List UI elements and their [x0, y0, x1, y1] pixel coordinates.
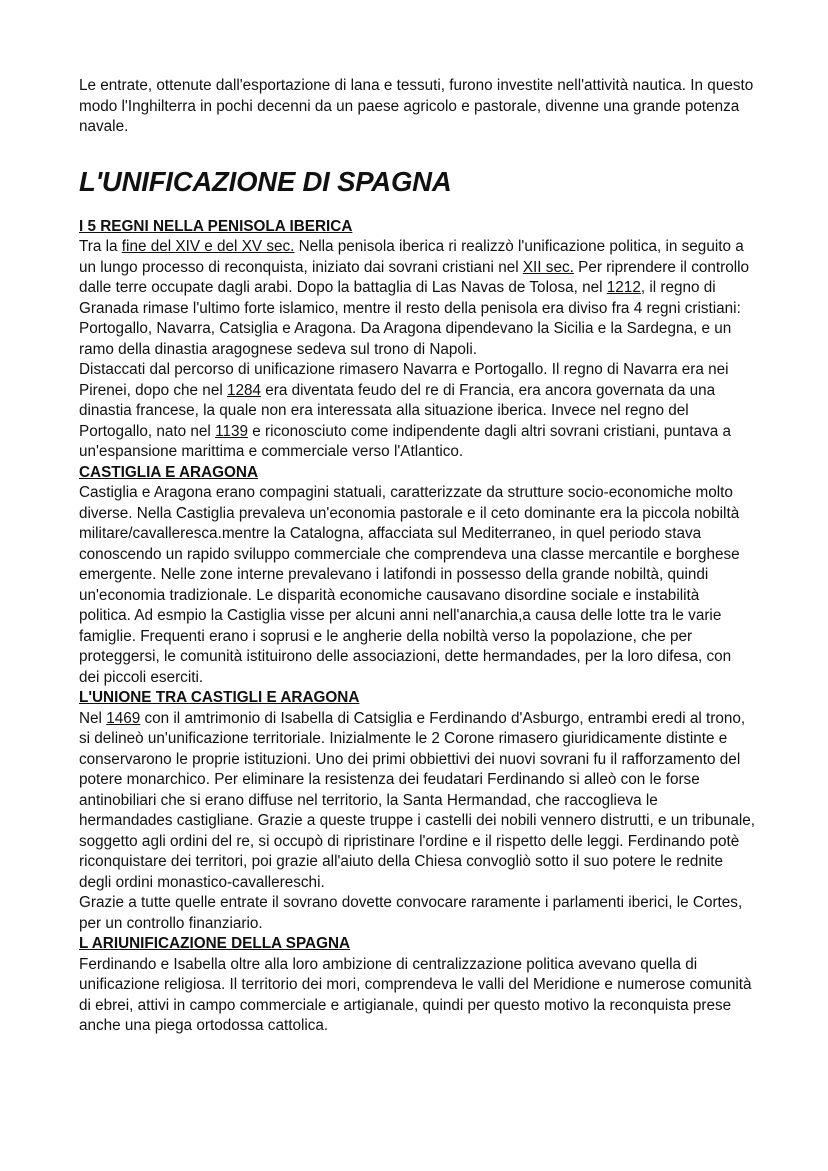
section-body-castiglia	[79, 483, 755, 688]
document-content	[79, 76, 755, 1037]
regni-paragraph-1	[79, 237, 755, 360]
underlined-date: 1284	[226, 381, 262, 399]
underlined-date: 1139	[215, 422, 248, 440]
unione-paragraph-1	[79, 709, 755, 894]
section-heading-castiglia: CASTIGLIA E ARAGONA	[79, 463, 259, 481]
section-heading-riunificazione: L ARIUNIFICAZIONE DELLA SPAGNA	[79, 935, 351, 952]
section-body-regni	[79, 237, 755, 463]
text-run: Per riprendere il controllo dalle terre occupate dagli arabi. Dopo la battaglia di Las Navas de Tolosa, nel	[79, 258, 750, 296]
underlined-date: 1212	[606, 279, 641, 296]
text-run: Tra la	[79, 238, 122, 255]
text-run: con il amtrimonio di Isabella di Catsiglia e Ferdinando d'Asburgo, entrambi eredi al trono, si delineò un'unificazione territoriale. Inizialmente le 2 Corone rimasero giuridicamente distinte e conservarono le proprie istituzioni. Uno dei primi obbiettivi dei nuovi sovrani fu il rafforzamento del potere monarchico. Per eliminare la resistenza dei feudatari Ferdinando si alleò con le forse antinobiliari che si erano diffuse nel territorio, la Santa Hermandad, che raccoglieva le hermandades castigliane. Grazie a queste truppe i castelli dei nobili vennero distrutti, e un tribunale, soggetto agli ordini del re, si occupò di ripristinare l'ordine e il rispetto delle leggi. Ferdinando potè riconquistare dei territori, poi grazie all'aiuto della Chiesa convogliò sotto il suo potere le rednite degli ordini monastico-cavallereschi.	[79, 709, 756, 891]
castiglia-paragraph-1: Castiglia e Aragona erano compagini statuali, caratterizzate da strutture socio-economiche molto diverse. Nella Castiglia prevaleva un'economia pastorale e il ceto dominante era la piccola nobiltà militare/cavalleresca.mentre la Catalogna, affacciata sul Mediterraneo, in quel periodo stava conoscendo un rapido sviluppo commerciale che comprendeva una classe mercantile e borghese emergente. Nelle zone interne prevalevano i latifondi in possesso della grande nobiltà, quindi un'economia tradizionale. Le disparità economiche causavano disordine sociale e instabilità politica. Ad esmpio la Castiglia visse per alcuni anni nell'anarchia,a causa delle lotte tra le varie famiglie. Frequenti erano i soprusi e le angherie della nobiltà verso la popolazione, che per proteggersi, le comunità istituirono delle associazioni, dette hermandades, per la loro difesa, con dei piccoli eserciti.	[79, 484, 740, 686]
section-body-riunificazione	[79, 955, 755, 1037]
section-body-unione	[79, 709, 755, 935]
riunificazione-paragraph-1: Ferdinando e Isabella oltre alla loro ambizione di centralizzazione politica avevano quella di unificazione religiosa. Il territorio dei mori, comprendeva le valli del Meridione e numerose comunità di ebrei, attivi in campo commerciale e artigianale, quindi per questo motivo la reconquista prese anche una piega ortodossa cattolica.	[79, 955, 752, 1034]
underlined-date: XII sec.	[522, 258, 574, 276]
underlined-date: 1469	[106, 709, 141, 727]
intro-paragraph	[79, 76, 755, 138]
page-title: L'UNIFICAZIONE DI SPAGNA	[79, 165, 452, 197]
unione-paragraph-2: Grazie a tutte quelle entrate il sovrano dovette convocare raramente i parlamenti iberici, le Cortes, per un controllo finanziario.	[79, 894, 743, 932]
intro-text: Le entrate, ottenute dall'esportazione di lana e tessuti, furono investite nell'attività nautica. In questo modo l'Inghilterra in pochi decenni da un paese agricolo e pastorale, divenne una grande potenza navale.	[79, 77, 754, 135]
text-run: e riconosciuto come indipendente dagli altri sovrani cristiani, puntava a un'espansione marittima e commerciale verso l'Atlantico.	[79, 422, 731, 460]
text-run: Nel	[79, 709, 107, 727]
text-run: Distaccati dal percorso di unificazione rimasero Navarra e Portogallo. Il regno di Navarra era nei Pirenei, dopo che nel	[79, 361, 729, 399]
text-run: era diventata feudo del re di Francia, era ancora governata da una dinastia francese, la quale non era interessata alla situazione iberica. Invece nel regno del Portogallo, nato nel	[79, 381, 716, 440]
section-heading-regni: I 5 REGNI NELLA PENISOLA IBERICA	[79, 217, 353, 235]
underlined-date: fine del XIV e del XV sec.	[121, 238, 295, 255]
section-heading-unione: L'UNIONE TRA CASTIGLI E ARAGONA	[79, 689, 360, 706]
text-run: , il regno di Granada rimase l'ultimo forte islamico, mentre il resto della penisola era diviso fra 4 regni cristiani: Portogallo, Navarra, Catsiglia e Aragona. Da Aragona dipendevano la Sicilia e la Sardegna, e un ramo della dinastia aragognese sedeva sul trono di Napoli.	[79, 279, 741, 358]
text-run: Nella penisola iberica ri realizzò l'unificazione politica, in seguito a un lungo processo di reconquista, iniziato dai sovrani cristiani nel	[79, 238, 744, 276]
regni-paragraph-2	[79, 360, 755, 463]
